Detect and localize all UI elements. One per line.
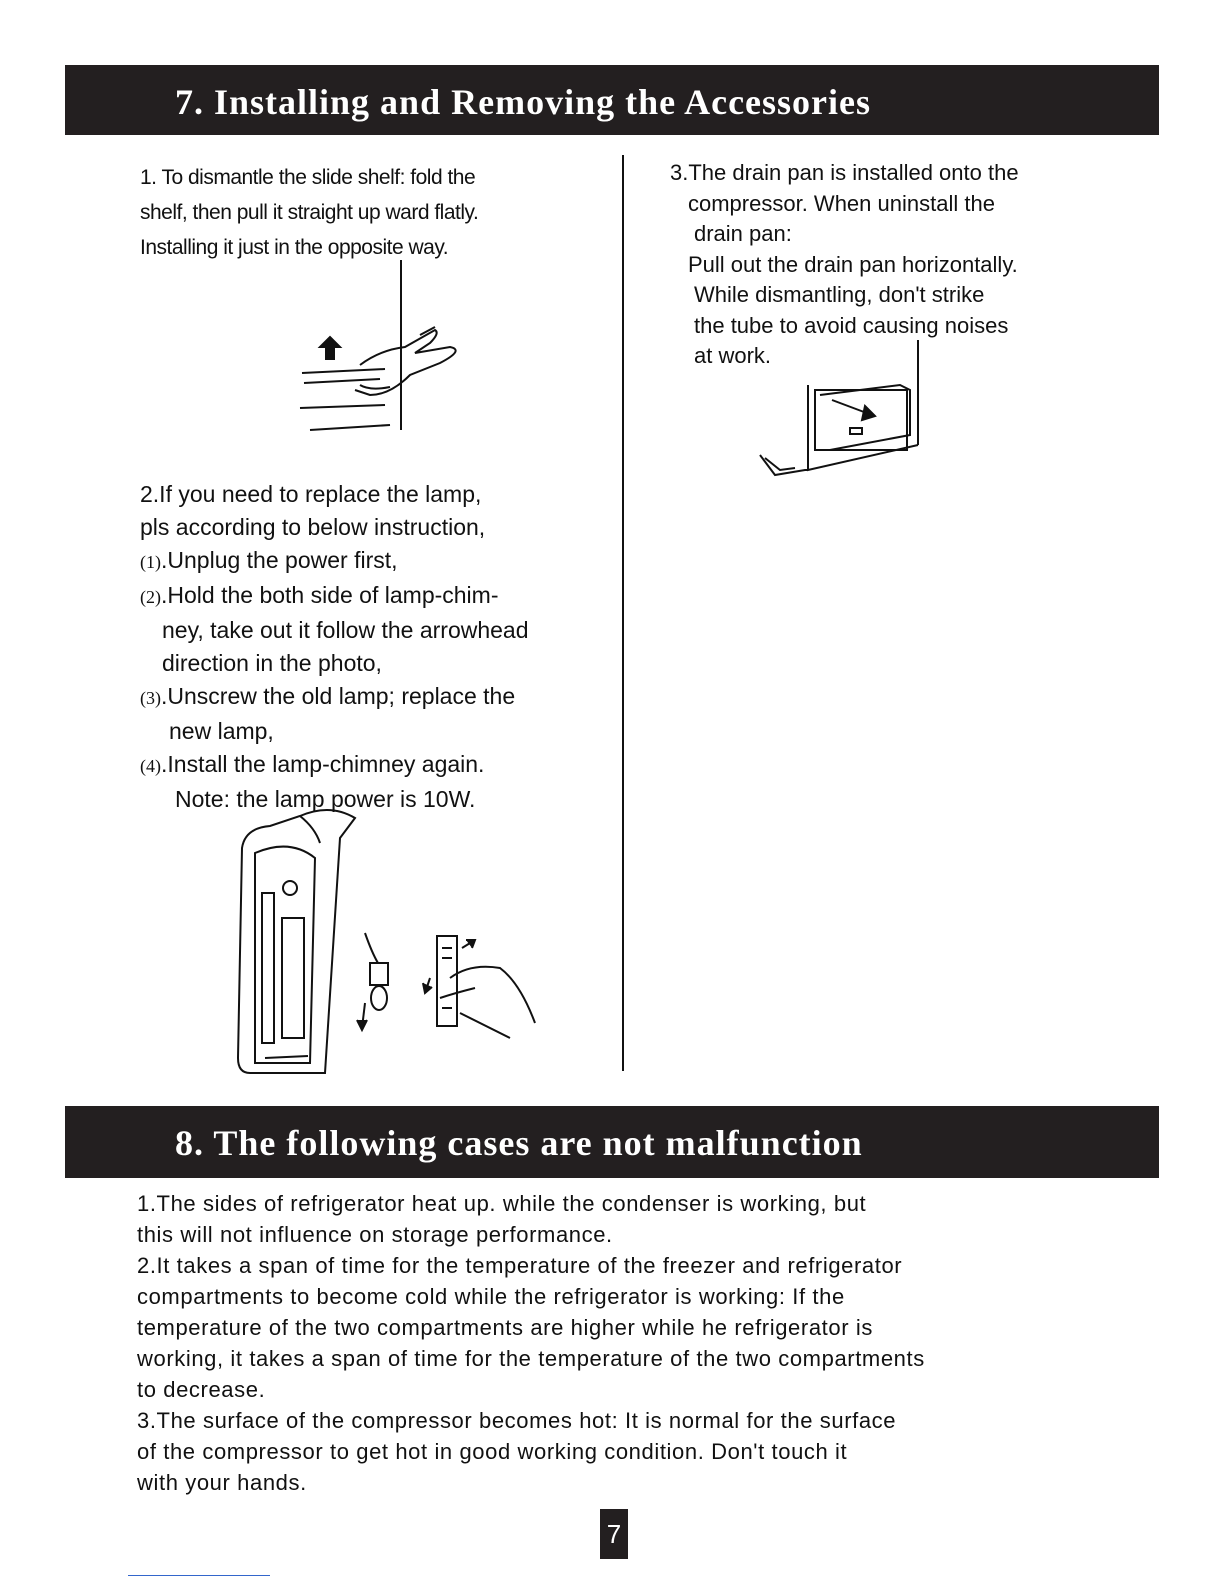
column-divider xyxy=(622,155,624,1071)
section-8-line: temperature of the two compartments are higher while he refrigerator is xyxy=(137,1315,873,1340)
step-2-text: .Hold the both side of lamp-chim- xyxy=(161,582,499,608)
step-4 xyxy=(140,748,610,783)
item-1-line: Installing it just in the opposite way. xyxy=(140,236,449,259)
item-1-line: shelf, then pull it straight up ward flatly. xyxy=(140,201,479,224)
section-7-title: 7. Installing and Removing the Accessories xyxy=(175,82,872,122)
item-3-line: drain pan: xyxy=(694,221,792,246)
section-8-line: 3.The surface of the compressor becomes hot: It is normal for the surface xyxy=(137,1408,897,1433)
lamp-replacement-illustration xyxy=(230,808,550,1078)
step-3-number: (3) xyxy=(140,688,161,708)
item-3-line: the tube to avoid causing noises xyxy=(694,312,1009,338)
section-8-line: compartments to become cold while the refrigerator is working: If the xyxy=(137,1284,845,1309)
lamp-power-note: Note: the lamp power is 10W. xyxy=(175,786,476,812)
step-1-text: .Unplug the power first, xyxy=(161,547,398,573)
step-2-continued: ney, take out it follow the arrowhead xyxy=(162,617,529,643)
step-1 xyxy=(140,544,610,579)
step-1-number: (1) xyxy=(140,552,161,572)
item-3-line: 3.The drain pan is installed onto the xyxy=(670,160,1019,185)
section-8-line: with your hands. xyxy=(137,1470,307,1495)
item-2-intro-line: pls according to below instruction, xyxy=(140,514,486,540)
page-number: 7 xyxy=(600,1509,628,1559)
step-2-number: (2) xyxy=(140,587,161,607)
item-3-line: compressor. When uninstall the xyxy=(688,190,995,216)
section-8-header xyxy=(65,1106,1159,1178)
section-8-line: of the compressor to get hot in good working condition. Don't touch it xyxy=(137,1439,848,1464)
section-8-title: 8. The following cases are not malfunction xyxy=(175,1123,863,1163)
section-7-header xyxy=(65,65,1159,135)
step-2 xyxy=(140,579,610,614)
step-2-continued: direction in the photo, xyxy=(162,650,382,676)
section-8-line: 1.The sides of refrigerator heat up. while the condenser is working, but xyxy=(137,1191,867,1216)
item-3-line: at work. xyxy=(694,343,772,368)
section-8-text xyxy=(137,1188,1057,1498)
item-2-intro-line: 2.If you need to replace the lamp, xyxy=(140,481,482,507)
shelf-removal-illustration xyxy=(290,255,490,440)
step-4-text: .Install the lamp-chimney again. xyxy=(161,751,485,777)
footer-rule xyxy=(128,1575,270,1576)
step-3-continued: new lamp, xyxy=(169,718,274,744)
item-2-lamp-text xyxy=(140,478,610,816)
drain-pan-illustration xyxy=(760,340,930,490)
step-4-number: (4) xyxy=(140,756,161,776)
item-1-slide-shelf-text xyxy=(140,160,580,265)
item-3-line: While dismantling, don't strike xyxy=(694,282,985,307)
section-8-line: this will not influence on storage performance. xyxy=(137,1222,613,1247)
section-8-line: to decrease. xyxy=(137,1377,266,1402)
section-8-line: working, it takes a span of time for the temperature of the two compartments xyxy=(137,1346,925,1371)
step-3-text: .Unscrew the old lamp; replace the xyxy=(161,683,516,709)
section-8-line: 2.It takes a span of time for the temperature of the freezer and refrigerator xyxy=(137,1253,903,1278)
step-3 xyxy=(140,680,610,715)
item-1-line: 1. To dismantle the slide shelf: fold the xyxy=(140,166,476,189)
item-3-line: Pull out the drain pan horizontally. xyxy=(688,251,1018,277)
